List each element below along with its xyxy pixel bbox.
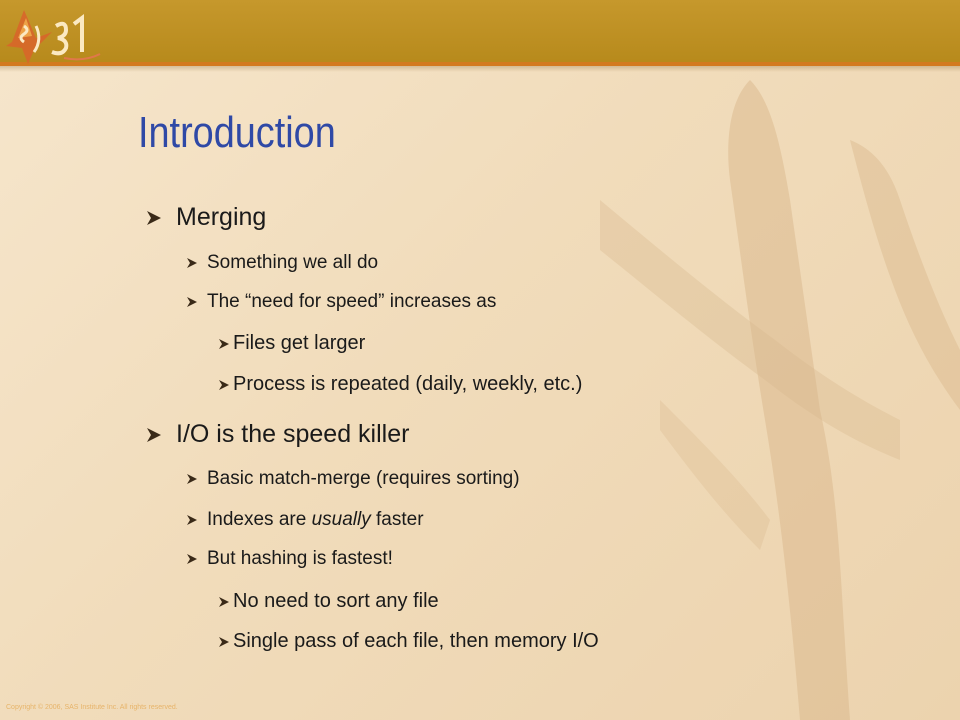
bullet-text-pre: Indexes are <box>207 509 312 530</box>
bullet-basic-match-merge <box>186 468 520 490</box>
watermark-graphic <box>600 80 960 720</box>
bullet-need-for-speed <box>186 291 496 313</box>
arrow-bullet-icon <box>218 338 230 350</box>
arrow-bullet-icon <box>186 296 198 308</box>
bullet-no-need-to-sort <box>218 590 439 613</box>
bullet-label: But hashing is fastest! <box>207 548 393 569</box>
bullet-label: Merging <box>176 203 267 231</box>
bullet-label <box>207 509 424 531</box>
arrow-bullet-icon <box>186 257 198 269</box>
bullet-indexes-faster <box>186 509 424 531</box>
header-shadow <box>0 66 960 72</box>
bullet-label: Single pass of each file, then memory I/O <box>233 630 599 652</box>
bullet-io-speed-killer <box>146 420 409 449</box>
arrow-bullet-icon <box>186 553 198 565</box>
arrow-bullet-icon <box>218 379 230 391</box>
bullet-text-emphasis: usually <box>311 509 371 530</box>
arrow-bullet-icon <box>218 636 230 648</box>
bullet-files-get-larger <box>218 332 365 355</box>
bullet-merging <box>146 203 266 232</box>
arrow-bullet-icon <box>186 473 198 485</box>
bullet-process-repeated <box>218 373 582 396</box>
sugi31-logo-icon <box>4 2 104 66</box>
bullet-something-we-all-do <box>186 252 378 274</box>
arrow-bullet-icon <box>186 514 198 526</box>
arrow-bullet-icon <box>146 427 162 443</box>
bullet-label: No need to sort any file <box>233 590 439 612</box>
slide-title: Introduction <box>138 108 336 157</box>
header-bar <box>0 0 960 62</box>
arrow-bullet-icon <box>146 210 162 226</box>
bullet-label: Files get larger <box>233 332 366 354</box>
bullet-label: I/O is the speed killer <box>176 420 410 448</box>
bullet-hashing-fastest <box>186 548 393 570</box>
bullet-label: Something we all do <box>207 252 379 273</box>
arrow-bullet-icon <box>218 596 230 608</box>
bullet-label: Basic match-merge (requires sorting) <box>207 468 520 489</box>
bullet-label: Process is repeated (daily, weekly, etc.) <box>233 373 583 395</box>
bullet-single-pass <box>218 630 599 653</box>
bullet-label: The “need for speed” increases as <box>207 291 497 312</box>
bullet-text-post: faster <box>370 509 424 530</box>
copyright-footer: Copyright © 2006, SAS Institute Inc. All rights reserved. <box>6 704 178 711</box>
